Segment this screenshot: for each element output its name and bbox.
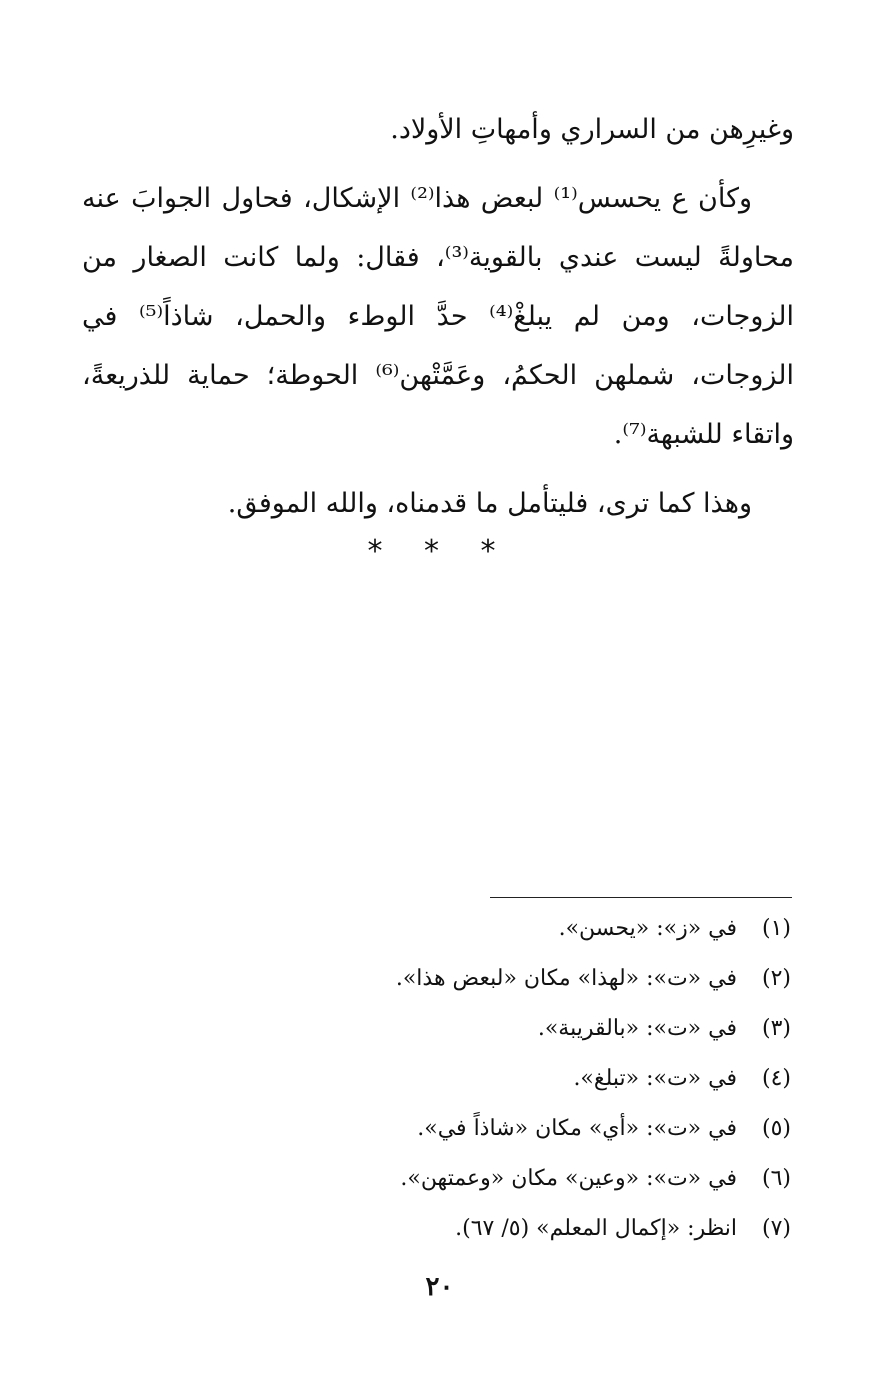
section-separator: * * * (367, 534, 512, 569)
footnote (91, 1104, 791, 1154)
footnotes-list (91, 904, 791, 1254)
paragraph-2: وكأن ع يحسس⁽¹⁾ لبعض هذا⁽²⁾ الإشكال، فحاول الجوابَ عنه محاولةً ليست عندي بالقوية⁽³⁾، فقال: ولما كانت الصغار من الزوجات، ومن لم يبلغْ⁽⁴⁾ حدَّ الوطء والحمل، شاذاً⁽⁵⁾ في الزوجات، شملهن الحكمُ، وعَمَّتْهن⁽⁶⁾ الحوطة؛ حماية للذريعةً، واتقاء للشبهة⁽⁷⁾. (82, 183, 795, 450)
footnote (91, 1204, 791, 1254)
footnote (91, 904, 791, 954)
footnote-number: (٧) (761, 1216, 791, 1241)
footnote-rule (490, 897, 792, 898)
main-text (82, 100, 794, 533)
paragraph-1: وغيرِهن من السراري وأمهاتِ الأولاد. (390, 114, 794, 145)
footnote-number: (٢) (761, 966, 791, 991)
footnote (91, 1004, 791, 1054)
footnote (91, 1154, 791, 1204)
footnote-number: (٦) (761, 1166, 791, 1191)
footnote-number: (٥) (761, 1116, 791, 1141)
footnote-text: في «ت»: «بالقريبة». (537, 1016, 737, 1041)
footnote-text: في «ت»: «أي» مكان «شاذاً في». (417, 1116, 737, 1141)
footnote-text: في «ت»: «تبلغ». (573, 1066, 737, 1091)
footnote (91, 954, 791, 1004)
page-number: ٢٠ (425, 1272, 454, 1302)
footnote-text: في «ت»: «لهذا» مكان «لبعض هذا». (395, 966, 737, 991)
footnote-text: في «ت»: «وعين» مكان «وعمتهن». (400, 1166, 737, 1191)
footnote-text: في «ز»: «يحسن». (558, 916, 737, 941)
footnote-number: (١) (761, 916, 791, 941)
paragraph-3: وهذا كما ترى، فليتأمل ما قدمناه، والله الموفق. (227, 488, 752, 519)
footnote (91, 1054, 791, 1104)
footnote-number: (٣) (761, 1016, 791, 1041)
footnote-number: (٤) (761, 1066, 791, 1091)
footnote-text: انظر: «إكمال المعلم» (٥/ ٦٧). (455, 1216, 737, 1241)
